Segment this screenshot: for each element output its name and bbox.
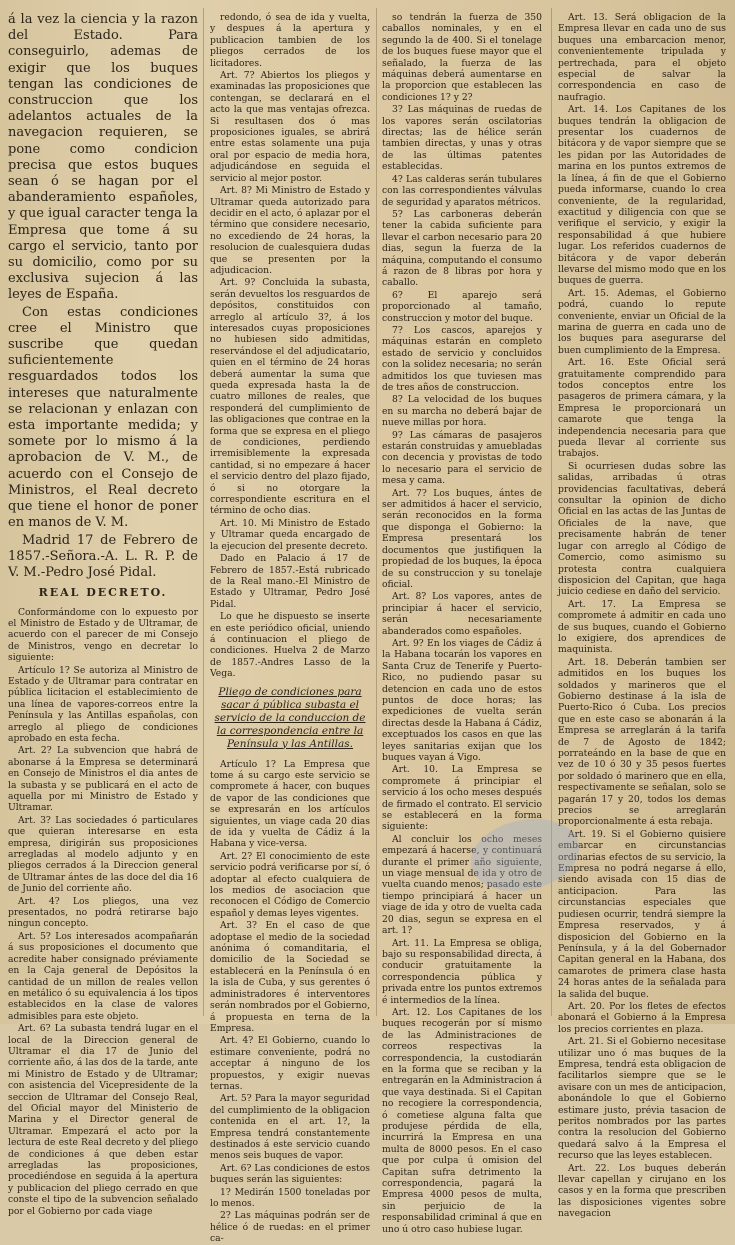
decree-article: Art. 8? Mi Ministro de Estado y Ultramar queda autorizado para decidir en el acto, ó aplazar por el término que considere necesario, no excediendo de 24 horas, la resolucion de cualesquiera dudas que se presenten por la adjudicacion.	[210, 185, 370, 276]
pliego-paragraph: Art. 15. Ademas, el Gobierno podrá, cuando lo repute conveniente, enviar un Oficial de la marina de guerra en cada uno de los buques para asegurarse del buen cumplimiento de la Empresa.	[558, 287, 726, 356]
decree-article: Art. 5? Los interesados acompañarán á sus proposiciones el documento que acredite haber consignado préviamente en la Caja general de Depósitos la cantidad de un millon de reales vellon en metálico ó su equivalencia á los tipos establecidos en la clase de valores admisibles para este objeto.	[8, 930, 198, 1022]
pliego-paragraph: Si ocurriesen dudas sobre las salidas, arribadas ú otras providencias facultativas, deberá consultar la opinion de dicho Oficial en las actas de las Juntas de Oficiales de la nave, que precisamente habrán de tener lugar con arreglo al Código de Comercio, como asimismo su protesta contra cualquiera disposicion del Capitan, que haga juicio cediese en daño del servicio.	[558, 460, 726, 598]
decree-article: Dado en Palacio á 17 de Febrero de 1857.-Está rubricado de la Real mano.-El Ministro de Estado y Ultramar, Pedro José Pidal.	[210, 553, 370, 610]
decree-intro: Conformándome con lo expuesto por el Ministro de Estado y de Ultramar, de acuerdo con el parecer de mi Consejo de Ministros, vengo en decretar lo siguiente:	[8, 606, 198, 664]
pliego-paragraph: 3? Las máquinas de ruedas de los vapores serán oscilatorias directas; las de hélice serán tambien directas, y unas y otras de las últimas patentes establecidas.	[382, 104, 542, 173]
column-4	[558, 12, 726, 1220]
pliego-paragraph: Art. 7? Los buques, ántes de ser admitidos á hacer el servicio, serán reconocidos en la forma que disponga el Gobierno: la Empresa presentará los documentos que justifiquen la propiedad de los buques, la época de su construccion y su tonelaje oficial.	[382, 487, 542, 590]
pliego-article: Art. 4? El Gobierno, cuando lo estimare conveniente, podrá no acceptar á ninguno de los propuestos, y exigir nuevas ternas.	[210, 1035, 370, 1092]
decree-article: Art. 9? Concluida la subasta, serán devueltos los resguardos de depósitos, constituidos con arreglo al artículo 3?, á los interesados cuyas proposiciones no hubiesen sido admitidas, reservándose el del adjudicatario, quien en el término de 24 horas deberá aumentar la suma que queda expresada hasta la de cuatro millones de reales, que responderá del cumplimiento de las obligaciones que contrae en la forma que se expresa en el pliego de condiciones, perdiendo irremisiblemente la expresada cantidad, si no empezare á hacer el servicio dentro del plazo fijado, ó si no otorgare la correspondiente escritura en el término de ocho dias.	[210, 277, 370, 517]
pliego-paragraph: 6? El aparejo será proporcionado al tamaño, construccion y motor del buque.	[382, 289, 542, 324]
pliego-article: Art. 6? Las condiciones de estos buques serán las siguientes:	[210, 1162, 370, 1186]
decree-article: Lo que he dispuesto se inserte en este periódico oficial, uniendo á continuacion el pliego de condiciones. Huelva 2 de Marzo de 1857.-Andres Lasso de la Vega.	[210, 611, 370, 680]
pliego-paragraph: Art. 13. Será obligacion de la Empresa llevar en cada uno de sus buques una embarcacion menor, convenientemente tripulada y pertrechada, para el objeto especial de salvar la correspondencia en caso de naufragio.	[558, 12, 726, 103]
pliego-paragraph: so tendrán la fuerza de 350 caballos nominales, y en el segundo la de 400. Si el tonelage de los buques fuese mayor que el señalado, la fuerza de las máquinas deberá aumentarse en la proporcion que establecen las condiciones 1? y 2?	[382, 12, 542, 103]
pliego-article: Art. 5? Para la mayor seguridad del cumplimiento de la obligacion contenida en el art. 1?, la Empresa tendrá constantemente destinados á este servicio cuando menos seis buques de vapor.	[210, 1093, 370, 1162]
column-divider	[203, 8, 204, 1016]
pliego-paragraph: Art. 17. La Empresa se compromete á admitir en cada uno de sus buques, cuando el Gobierno lo exigiere, dos aprendices de maquinista.	[558, 598, 726, 656]
pliego-paragraph: Art. 18. Deberán tambien ser admitidos en los buques los soldados y marineros que el Gobierno destinase á la isla de Puerto-Rico ó Cuba. Los precios que en este caso se abonarán á la Empresa se arreglarán á la tarifa de 7 de Agosto de 1842; porrateándo en la base de que en vez de 10 ó 30 y 35 pesos fuertes por soldado ó marinero que en ella, respectivamente se señalan, solo se pagarán 17 y 20, todos los demas precios se arreglarán proporcionalmente á esta rebaja.	[558, 656, 726, 828]
column-2	[210, 12, 370, 1245]
pliego-paragraph: Art. 21. Si el Gobierno necesitase utilizar uno ó mas buques de la Empresa, tendrá esta obligacion de facilitarlos siempre que se le avisare con un mes de anticipacion, abonándole lo que el Gobierno estimare justo, prévia tasacion de peritos nombrados por las partes contra la resolucion del Gobierno quedará salvo á la Empresa el recurso que las leyes establecen.	[558, 1036, 726, 1162]
pliego-paragraph: 9? Las cámaras de pasajeros estarán construidas y amuebladas con decencia y provistas de todo lo necesario para el servicio de mesa y cama.	[382, 429, 542, 487]
pliego-paragraph: Art. 16. Este Oficial será gratuitamente comprendido para todos conceptos entre los pasageros de primera cámara, y la Empresa le proporcionará un camarote que tenga la independencia necesaria para que pueda llevar al corriente sus trabajos.	[558, 357, 726, 460]
pliego-paragraph: Al concluir los ocho meses empezará á hacerse, y continuará durante el primer año siguiente, un viage mensual de ida y otro de vuelta cuando menos; pasado este tiempo principiará á hacer un viage de ida y otro de vuelta cada 20 dias, segun se expresa en el art. 1?	[382, 833, 542, 937]
decree-article: Art. 7? Abiertos los pliegos y examinadas las proposiciones que contengan, se declarará en el acto la que mas ventajas ofrezca. Si resultasen dos ó mas proposiciones iguales, se abrirá entre estas solamente una puja oral por espacio de media hora, adjudicándose en seguida el servicio al mejor postor.	[210, 70, 370, 184]
pliego-paragraph: Art. 19. Si el Gobierno quisiere embarcar en circunstancias ordinarias efectos de su servicio, la Empresa no podrá negarse á ello, siendo avisada con 15 dias de anticipacion. Para las circunstancias especiales que pudiesen ocurrir, tendrá siempre la Empresa reservados, y á disposicion del Gobierno en la Península, y á la del Gobernador Capitan general en la Habana, dos camarotes de primera clase hasta 24 horas antes de la señalada para la salida del buque.	[558, 828, 726, 1000]
decree-article: Art. 4? Los pliegos, una vez presentados, no podrá retirarse bajo ningun concepto.	[8, 895, 198, 930]
decree-article: Art. 10. Mi Ministro de Estado y Ultramar queda encargado de la ejecucion del presente decreto.	[210, 517, 370, 552]
pliego-article: 2? Las máquinas podrán ser de hélice ó de ruedas: en el primer ca-	[210, 1210, 370, 1245]
pliego-paragraph: 8? La velocidad de los buques en su marcha no deberá bajar de nueve millas por hora.	[382, 394, 542, 429]
pliego-article: 1? Medirán 1500 toneladas por lo menos.	[210, 1186, 370, 1209]
pliego-paragraph: Art. 14. Los Capitanes de los buques tendrán la obligacion de presentar los cuadernos de bitácora y de vapor siempre que se les pidan por las Autoridades de marina en los puntos extremos de la línea, á fin de que el Gobierno pueda informarse, cuando lo crea conveniente, de la regularidad, exactitud y diligencia con que se verifique el servicio, y exigir la responsabilidad á que hubiere lugar. Los referidos cuadernos de bitácora y de vapor deberán llevarse del mismo modo que en los buques de guerra.	[558, 104, 726, 287]
pliego-paragraph: 5? Las carboneras deberán tener la cabida suficiente para llevar el carbon necesario para 20 dias, segun la fuerza de la máquina, computando el consumo á razon de 8 libras por hora y caballo.	[382, 208, 542, 289]
exposition-text	[8, 12, 198, 581]
pliego-paragraph: Art. 11. La Empresa se obliga, bajo su responsabilidad directa, á conducir gratuitamente la correspondencia pública y privada entre los puntos extremos é intermedios de la línea.	[382, 937, 542, 1006]
pliego-paragraph: Art. 9? En los viages de Cádiz á la Habana tocarán los vapores en Santa Cruz de Tenerife y Puerto-Rico, no pudiendo pasar su detencion en cada uno de estos puntos de doce horas; las expediciones de vuelta serán directas desde la Habana á Cádiz, exceptuados los casos en que las leyes sanitarias exijan que los buques vayan á Vigo.	[382, 637, 542, 763]
column-divider	[376, 8, 377, 1016]
decree-article: Art. 6? La subasta tendrá lugar en el local de la Direccion general de Ultramar el dia 17 de Junio del corriente año, á las dos de la tarde, ante mi Ministro de Estado y de Ultramar; con asistencia del Vicepresidente de la seccion de Ultramar del Consejo Real, del Oficial mayor del Ministerio de Marina y el Director general de Ultramar. Empezará el acto por la lectura de este Real decreto y del pliego de condiciones á que deben estar arregladas las proposiciones, procediéndose en seguida á la apertura y publicacion del pliego cerrado en que conste el tipo de la subvencion señalado por el Gobierno por cada viage	[8, 1023, 198, 1217]
decree-heading: REAL DECRETO.	[38, 586, 168, 600]
column-1	[8, 12, 198, 1217]
decree-article: Artículo 1? Se autoriza al Ministro de Estado y de Ultramar para contratar en pública licitacion el establecimiento de una línea de vapores-correos entre la Península y las Antillas españolas, con arreglo al pliego de condiciones aprobado en esta fecha.	[8, 664, 198, 744]
second-paragraph: Con estas condiciones cree el Ministro que suscribe que quedan suficientemente resguardados todos los intereses que naturalmente se relacionan y enlazan con esta importante medida; y somete por lo mismo á la aprobacion de V. M., de acuerdo con el Consejo de Ministros, el Real decreto que tiene el honor de poner en manos de V. M.	[8, 304, 198, 531]
pliego-article: Artículo 1? La Empresa que tome á su cargo este servicio se compromete á hacer, con buques de vapor de las condiciones que se expresarán en los artículos siguientes, un viage cada 20 dias de ida y vuelta de Cádiz á la Habana y vice-versa.	[210, 758, 370, 850]
pliego-paragraph: 4? Las calderas serán tubulares con las correspondientes válvulas de seguridad y aparatos métricos.	[382, 173, 542, 208]
pliego-article: Art. 2? El conocimiento de este servicio podrá verificarse por sí, ó adoptar al efecto cualquiera de los medios de asociacion que reconocen el Código de Comercio español y demas leyes vigentes.	[210, 850, 370, 919]
pliego-paragraph: Art. 12. Los Capitanes de los buques recogerán por sí mismo de las Administraciones de correos respectivas la correspondencia, la custodiarán en la forma que se reciban y la entregarán en la Administracion á que vaya destinada. Si el Capitan no recogiere la correspondencia, ó cometiese alguna falta que produjese pérdida de ella, incurrirá la Empresa en una multa de 8000 pesos. En el caso que por culpa ú omision del Capitan sufra detrimento la correspondencia, pagará la Empresa 4000 pesos de multa, sin perjuicio de la responsabilidad criminal á que en uno ú otro caso hubiese lugar.	[382, 1006, 542, 1235]
decree-article: Art. 3? Las sociedades ó particulares que quieran interesarse en esta empresa, dirigirán sus proposiciones arregladas al modelo adjunto y en pliegos cerrados á la Direccion general de Ultramar ántes de las doce del dia 16 de Junio del corriente año.	[8, 814, 198, 895]
decree-article: redondo, ó sea de ida y vuelta, y despues á la apertura y publicacion tambien de los pliegos cerrados de los licitadores.	[210, 12, 370, 69]
intro-paragraph: á la vez la ciencia y la razon del Estado. Para conseguirlo, ademas de exigir que los buques tengan las condiciones de construccion que los adelantos actuales de la navegacion requieren, se pone como condicion precisa que estos buques sean ó se hagan por el abanderamiento españoles, y que igual caracter tenga la Empresa que tome á su cargo el servicio, tanto por su domicilio, como por su exclusiva sujecion á las leyes de España.	[8, 12, 198, 303]
pliego-paragraph: Art. 20. Por los fletes de efectos abonará el Gobierno á la Empresa los precios corrientes en plaza.	[558, 1000, 726, 1035]
signature-line: Madrid 17 de Febrero de 1857.-Señora.-A. L. R. P. de V. M.-Pedro José Pidal.	[8, 532, 198, 580]
pliego-title: Pliego de condiciones para sacar á pública subasta el servicio de la conduccion de la correspondencia entre la Península y las Antillas.	[214, 685, 366, 750]
pliego-paragraph: Art. 8? Los vapores, antes de principiar á hacer el servicio, serán necesariamente abanderados como españoles.	[382, 591, 542, 637]
pliego-paragraph: Art. 22. Los buques deberán llevar capellan y cirujano en los casos y en la forma que prescriben las disposiciones vigentes sobre navegacion	[558, 1162, 726, 1220]
pliego-paragraph: Art. 10. La Empresa se compromete á principiar el servicio á los ocho meses después de firmado el contrato. El servicio se establecerá en la forma siguiente:	[382, 764, 542, 833]
decree-article: Art. 2? La subvencion que habrá de abonarse á la Empresa se determinará en Consejo de Ministros el dia antes de la subasta y se publicará en el acto de aquella por mi Ministro de Estado y Ultramar.	[8, 745, 198, 814]
pliego-article: Art. 3? En el caso de que adoptase el medio de la sociedad anónima ó comanditaria, el domicilio de la Sociedad se establecerá en la Península ó en la isla de Cuba, y sus gerentes ó administradores é interventores serán nombrados por el Gobierno, á propuesta en terna de la Empresa.	[210, 920, 370, 1034]
pliego-paragraph: 7? Los cascos, aparejos y máquinas estarán en completo estado de servicio y concluidos con la solidez necesaria; no serán admitidos los que tuviesen mas de tres años de construccion.	[382, 324, 542, 393]
